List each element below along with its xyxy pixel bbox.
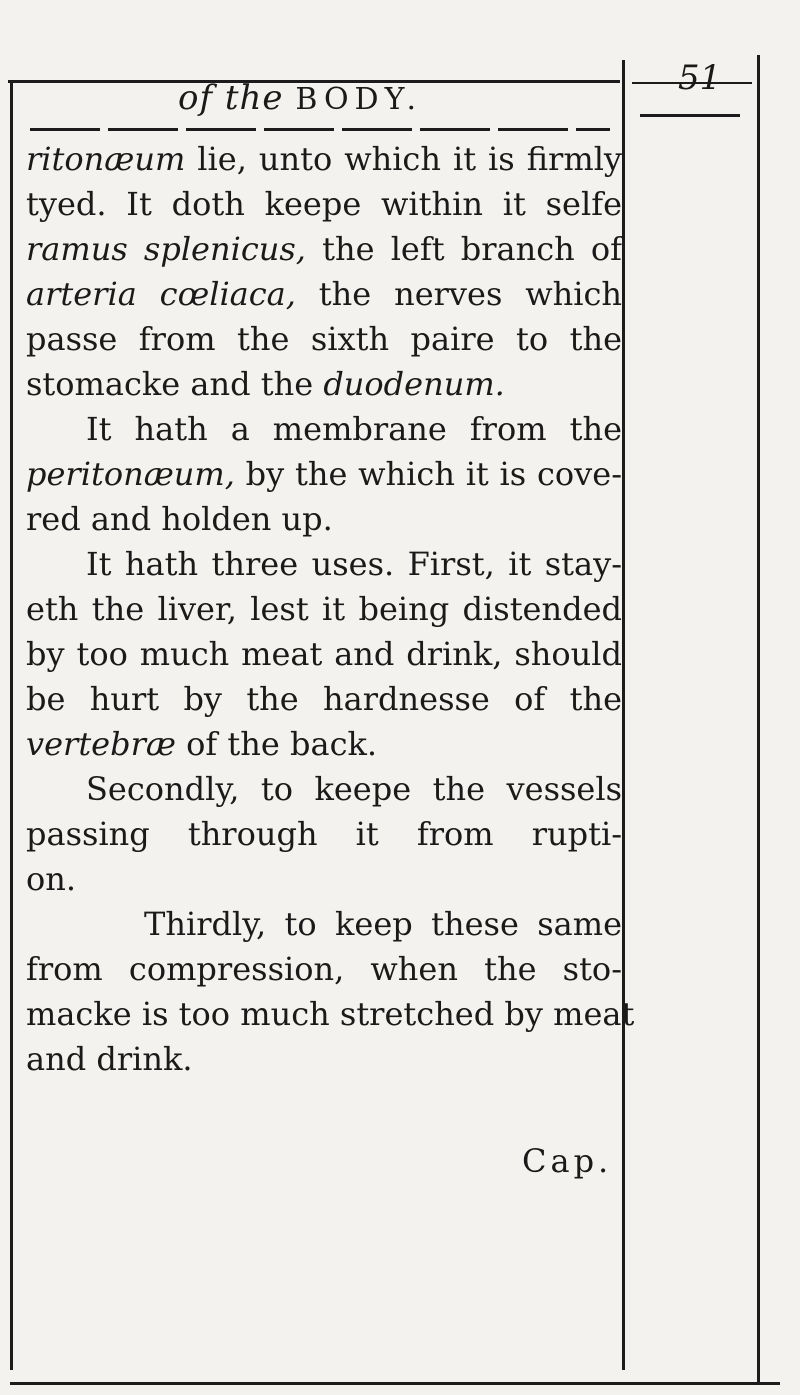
text-segment: of the back. xyxy=(175,725,378,763)
text-segment: lie, unto which it is firmly xyxy=(185,140,622,178)
text-line xyxy=(26,587,622,632)
italic-text: vertebræ xyxy=(26,725,176,763)
text-segment: be hurt by the hardnesse of the xyxy=(26,680,622,718)
text-line xyxy=(26,272,622,317)
text-segment: by the which it is cove- xyxy=(234,455,622,493)
text-line xyxy=(26,407,622,452)
text-line xyxy=(26,227,622,272)
text-line xyxy=(26,992,635,1037)
text-line xyxy=(26,452,622,497)
text-line xyxy=(26,947,622,992)
text-line xyxy=(26,767,622,812)
text-line xyxy=(26,137,622,182)
body-text xyxy=(26,137,635,1082)
italic-text: duodenum. xyxy=(323,365,505,403)
text-line xyxy=(26,632,622,677)
text-segment: tyed. It doth keepe within it selfe xyxy=(26,185,622,223)
text-segment: and drink. xyxy=(26,1040,193,1078)
bottom-rule xyxy=(10,1382,780,1385)
text-line xyxy=(26,857,622,902)
italic-text: ramus splenicus, xyxy=(26,230,306,268)
margin-rule xyxy=(640,114,740,117)
text-line xyxy=(26,182,622,227)
text-segment: passing through it from rupti- xyxy=(26,815,622,853)
text-line xyxy=(26,812,622,857)
left-frame-rule xyxy=(10,80,13,1370)
running-head xyxy=(178,78,422,118)
text-segment: It hath three uses. First, it stay- xyxy=(86,545,622,583)
right-frame-rule xyxy=(757,55,760,1385)
text-line xyxy=(26,1037,622,1082)
text-segment: eth the liver, lest it being distended xyxy=(26,590,622,628)
text-segment: Thirdly, to keep these same xyxy=(144,905,622,943)
text-segment: stomacke and the xyxy=(26,365,324,403)
italic-text: arteria cœliaca, xyxy=(26,275,296,313)
italic-text: peritonæum, xyxy=(26,455,235,493)
page-number: 51 xyxy=(678,58,722,98)
text-line xyxy=(26,677,622,722)
text-line xyxy=(26,902,622,947)
text-segment: the left branch of xyxy=(305,230,623,268)
catchword: Cap. xyxy=(522,1142,613,1180)
italic-text: ritonæum xyxy=(26,140,186,178)
text-segment: macke is too much stretched by meat xyxy=(26,995,635,1033)
running-head-caps: BODY. xyxy=(295,82,423,117)
text-line xyxy=(26,317,622,362)
text-line xyxy=(26,497,622,542)
column-separator-rule xyxy=(622,60,625,1370)
text-segment: the nerves which xyxy=(295,275,623,313)
text-segment: Secondly, to keepe the vessels xyxy=(86,770,622,808)
text-segment: from compression, when the sto- xyxy=(26,950,622,988)
header-dashed-rule xyxy=(30,128,610,131)
text-segment: by too much meat and drink, should xyxy=(26,635,622,673)
text-segment: red and holden up. xyxy=(26,500,333,538)
text-line xyxy=(26,542,622,587)
text-line xyxy=(26,722,622,767)
text-segment: It hath a membrane from the xyxy=(86,410,622,448)
text-segment: on. xyxy=(26,860,77,898)
text-segment: passe from the sixth paire to the xyxy=(26,320,622,358)
text-line xyxy=(26,362,622,407)
running-head-prefix: of the xyxy=(178,78,284,118)
